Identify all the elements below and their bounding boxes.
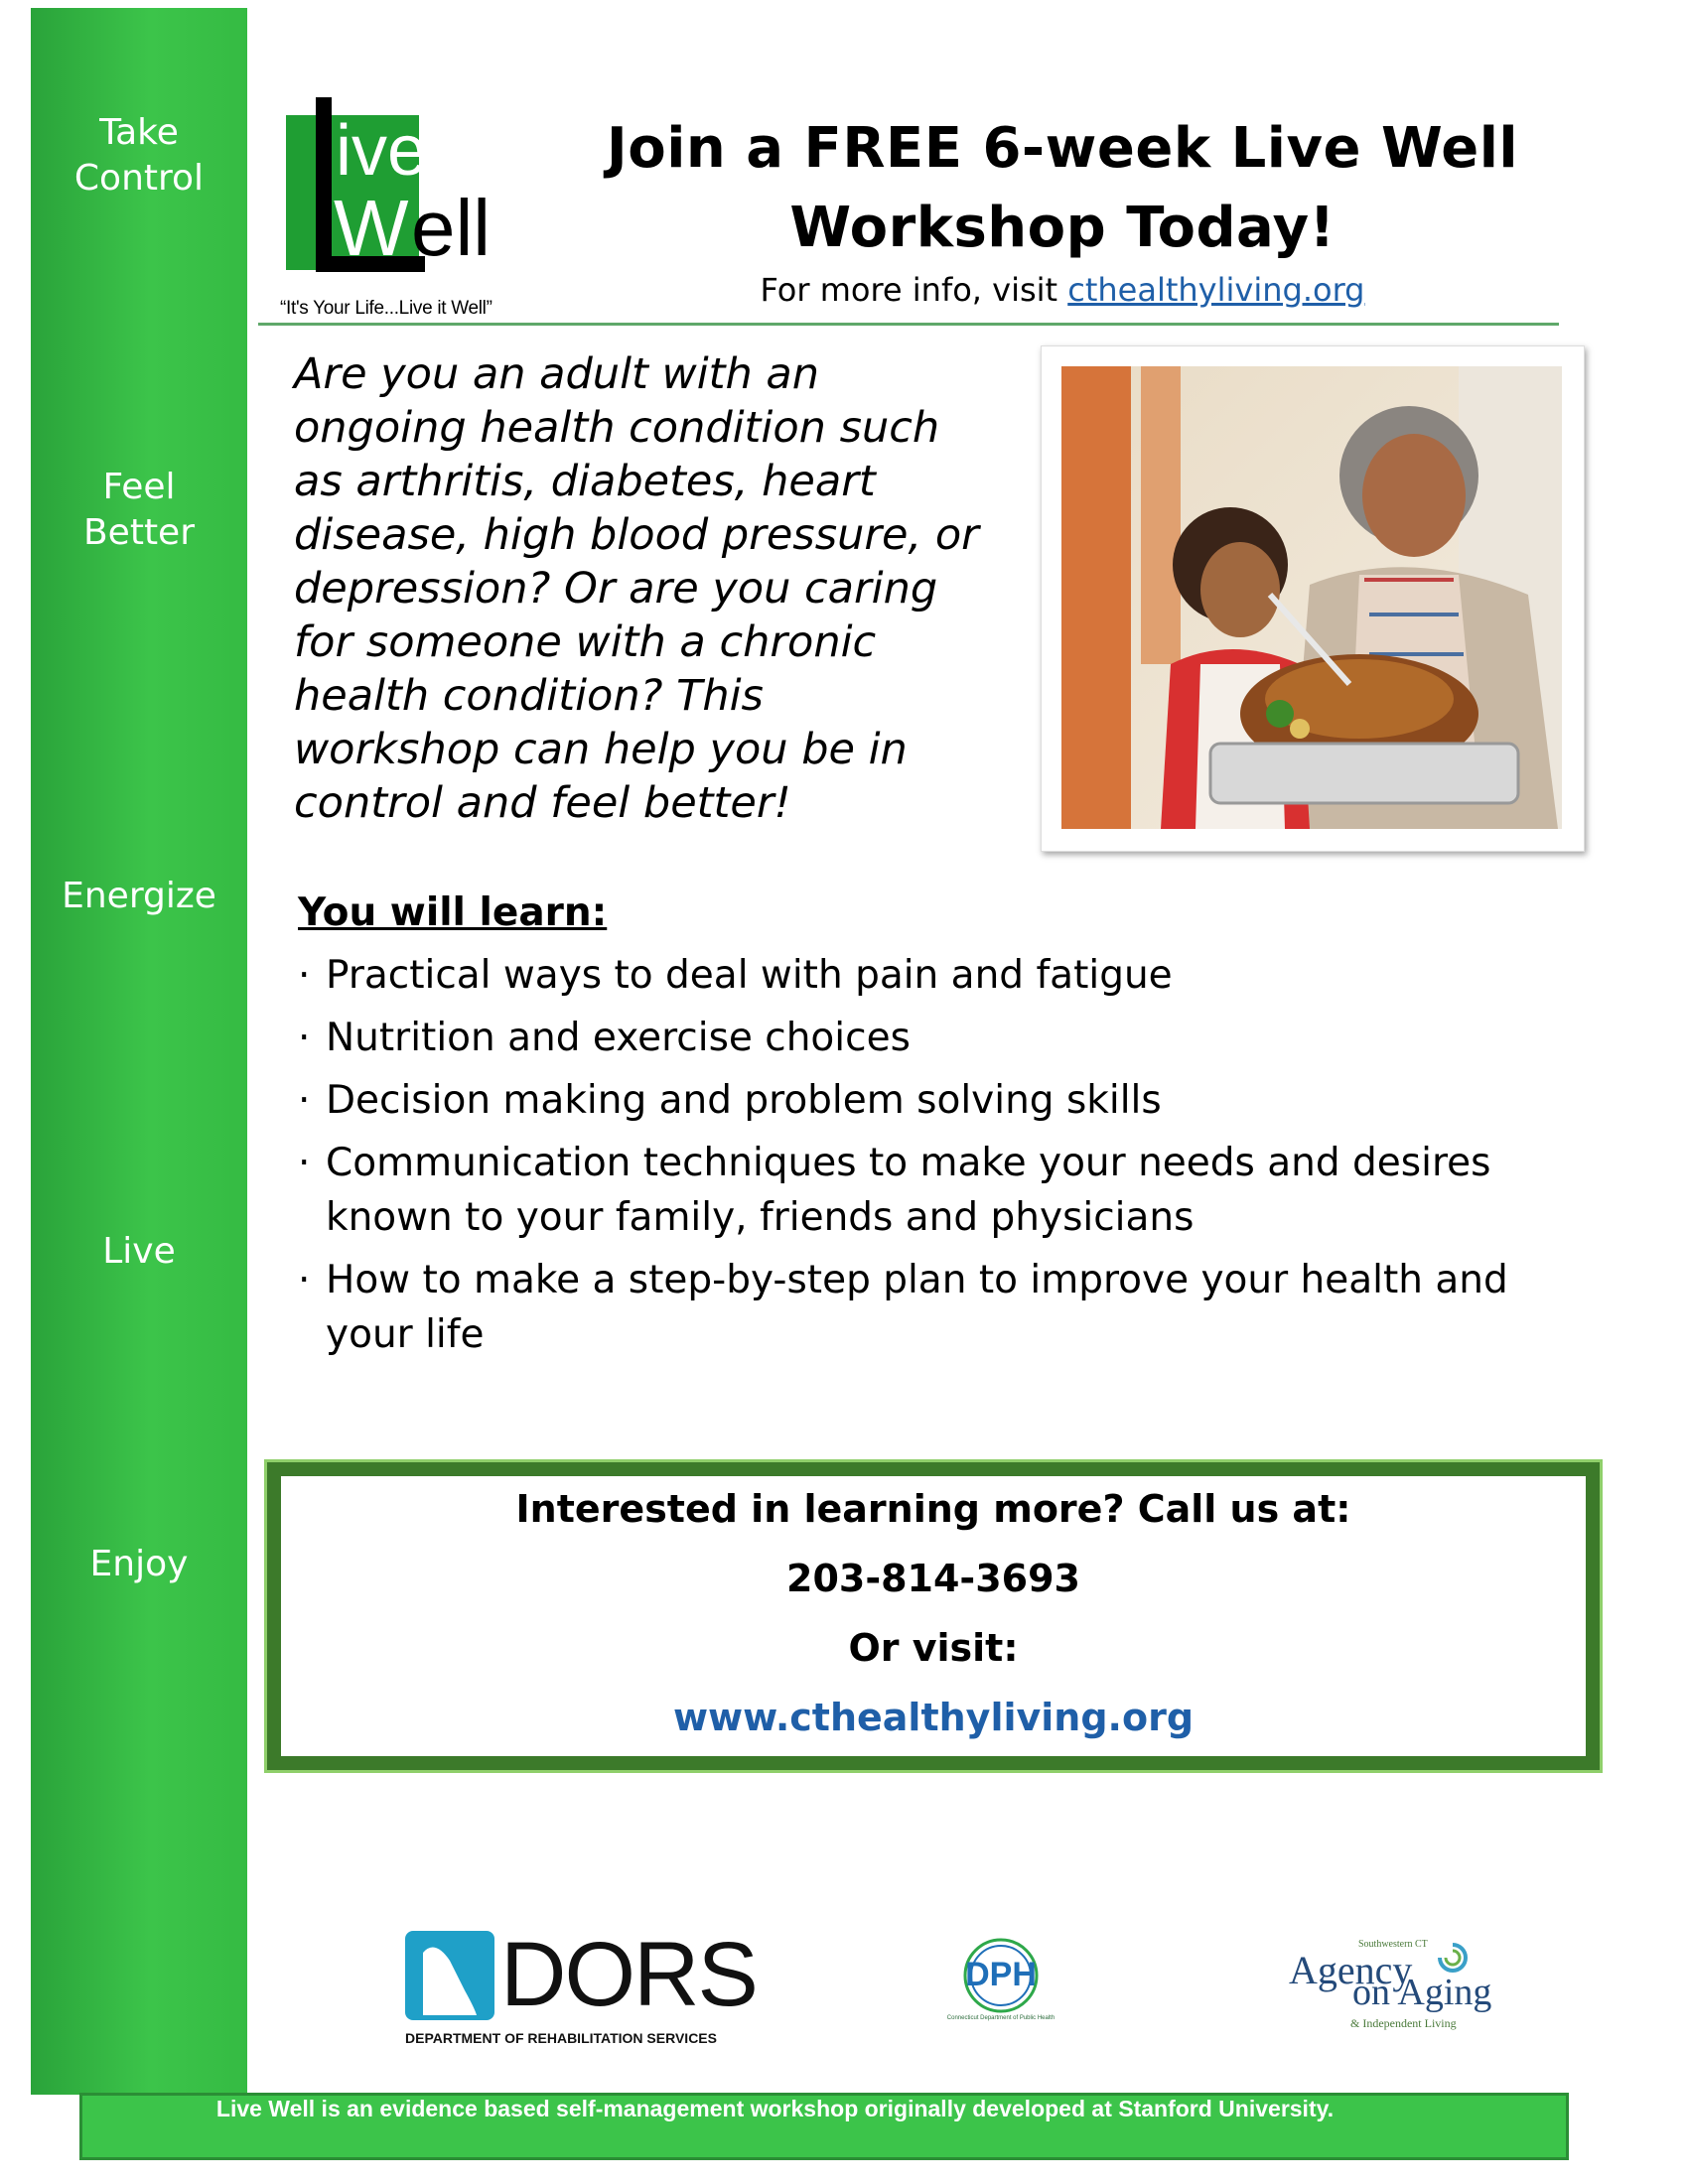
logo-w-letter: W	[334, 184, 409, 272]
footer-strip	[79, 2093, 1569, 2160]
intro-line: ongoing health condition such	[294, 403, 940, 453]
contact-phone[interactable]: 203-814-3693	[786, 1557, 1080, 1600]
contact-or-visit: Or visit:	[848, 1626, 1019, 1670]
intro-line: as arthritis, diabetes, heart	[294, 457, 876, 506]
sidebar-word-feel-better: Feel Better	[82, 467, 196, 553]
aging-on-aging-text: on Aging	[1352, 1972, 1492, 2013]
intro-line: disease, high blood pressure, or	[294, 510, 979, 560]
aging-agency-text: Agency	[1289, 1948, 1413, 1992]
logo-ive-text: ive	[336, 111, 428, 191]
list-item	[298, 1073, 1569, 1128]
contact-box-inner	[281, 1476, 1586, 1756]
photo-illustration	[1061, 366, 1562, 829]
list-item	[298, 1136, 1569, 1245]
list-item	[298, 1253, 1569, 1362]
dph-name: DPH	[965, 1956, 1037, 1993]
logo-l-vertical	[316, 97, 332, 272]
learn-list	[298, 948, 1569, 1370]
intro-line: for someone with a chronic	[294, 617, 877, 667]
bullet-dot: ·	[298, 953, 311, 998]
info-prefix: For more info, visit	[760, 271, 1068, 309]
intro-line: control and feel better!	[294, 778, 791, 828]
headline-line-1: Join a FREE 6-week Live Well	[606, 116, 1519, 181]
info-link[interactable]: cthealthyliving.org	[1067, 271, 1365, 309]
footer-text: Live Well is an evidence based self-management workshop originally developed at Stanford University.	[215, 2096, 1335, 2121]
bullet-dot: ·	[298, 1141, 311, 1185]
dors-n-icon	[405, 1931, 494, 2020]
header-divider	[258, 323, 1559, 326]
contact-prompt: Interested in learning more? Call us at:	[515, 1487, 1351, 1531]
sidebar-word-live: Live	[102, 1231, 176, 1272]
intro-line: Are you an adult with an	[294, 349, 820, 399]
list-item	[298, 1011, 1569, 1065]
page-title	[566, 109, 1559, 268]
learn-heading: You will learn:	[298, 890, 608, 935]
intro-line: depression? Or are you caring	[294, 564, 938, 614]
logo-ell-text: ell	[411, 184, 492, 272]
list-item	[298, 948, 1569, 1003]
info-line	[566, 270, 1559, 310]
live-well-logo	[260, 97, 508, 328]
bullet-dot: ·	[298, 1258, 311, 1302]
logo-tagline: “It's Your Life...Live it Well”	[280, 298, 492, 319]
intro-line: health condition? This	[294, 671, 764, 721]
aging-sub-text: & Independent Living	[1350, 2016, 1457, 2030]
list-item-text: Communication techniques to make your needs and desires known to your family, friends and physicians	[326, 1141, 1491, 1240]
list-item-text: How to make a step-by-step plan to improve your health and your life	[326, 1258, 1508, 1357]
contact-box	[264, 1459, 1603, 1773]
list-item-text: Practical ways to deal with pain and fatigue	[326, 953, 1173, 998]
dors-subtitle: DEPARTMENT OF REHABILITATION SERVICES	[405, 2030, 717, 2046]
dph-subtitle: Connecticut Department of Public Health	[946, 2015, 1055, 2021]
aging-top-text: Southwestern CT	[1358, 1939, 1428, 1950]
dph-logo	[946, 1934, 1055, 2033]
sidebar-word-take-control: Take Control	[73, 112, 205, 199]
contact-url-link[interactable]: www.cthealthyliving.org	[672, 1696, 1195, 1739]
bullet-dot: ·	[298, 1078, 311, 1123]
sidebar-word-energize: Energize	[62, 876, 216, 916]
dors-name: DORS	[500, 1924, 757, 2025]
aging-swirl-icon	[1436, 1941, 1470, 1975]
intro-line: workshop can help you be in	[294, 725, 908, 774]
list-item-text: Decision making and problem solving skills	[326, 1078, 1162, 1123]
sidebar-word-enjoy: Enjoy	[89, 1544, 189, 1584]
dors-logo	[405, 1924, 763, 2050]
headline-line-2: Workshop Today!	[789, 196, 1336, 260]
list-item-text: Nutrition and exercise choices	[326, 1016, 911, 1060]
agency-on-aging-logo	[1289, 1941, 1517, 2030]
family-cooking-photo	[1041, 345, 1585, 852]
bullet-dot: ·	[298, 1016, 311, 1060]
intro-paragraph	[294, 347, 1049, 830]
sidebar	[31, 8, 247, 2095]
